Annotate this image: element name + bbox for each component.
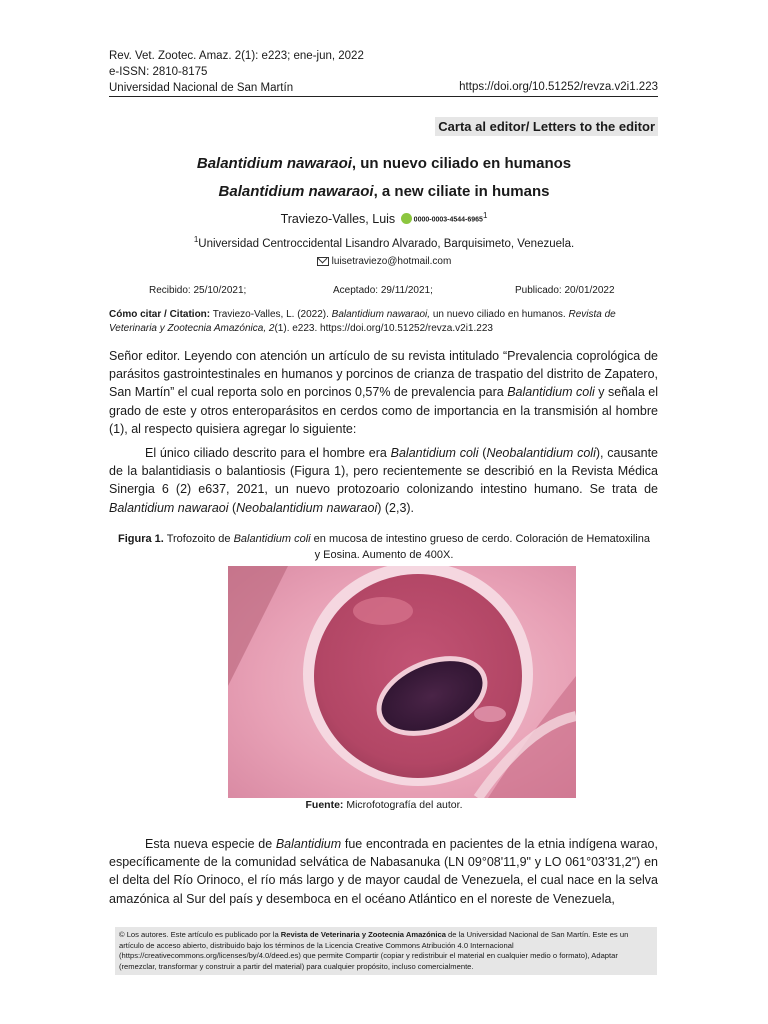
paragraph-1: [109, 347, 658, 438]
figure-label: Figura 1.: [118, 533, 164, 545]
p1-text-b: y señala el grado de este y otros enteroparásitos en cerdos como de importancia en la transmisión al hombre (1), al respecto quisiera agregar lo siguiente:: [109, 385, 658, 436]
orcid-icon[interactable]: [401, 213, 412, 224]
university-name: Universidad Nacional de San Martín: [109, 82, 294, 94]
author-line: [0, 211, 768, 226]
affiliation-text: Universidad Centroccidental Lisandro Alvarado, Barquisimeto, Venezuela.: [198, 237, 575, 250]
citation-tail: (1). e223. https://doi.org/10.51252/revza.v2i1.223: [274, 323, 493, 334]
citation-title-italic: Balantidium nawaraoi,: [331, 309, 431, 320]
paragraph-2: [109, 444, 658, 517]
p2-text-a: El único ciliado descrito para el hombre era: [145, 446, 391, 460]
micrograph-image: [228, 566, 576, 798]
title-en-italic: Balantidium nawaraoi: [218, 183, 374, 200]
footer-text-a: © Los autores. Este artículo es publicado por la: [119, 930, 281, 939]
figure-caption-a: Trofozoito de: [163, 533, 234, 545]
p2-italic-3: Balantidium nawaraoi: [109, 500, 229, 515]
p2-italic-1: Balantidium coli: [390, 446, 479, 460]
affil-mark: 1: [482, 211, 488, 220]
p1-italic: Balantidium coli: [507, 385, 595, 400]
section-label: Carta al editor/ Letters to the editor: [435, 117, 658, 136]
p2-italic-4: Neobalantidium nawaraoi: [236, 500, 378, 515]
figure-source-label: Fuente:: [305, 799, 344, 811]
p3-italic: Balantidium: [275, 837, 342, 851]
affiliation-mark: 1: [193, 235, 199, 244]
figure-caption: [0, 532, 768, 563]
email-line: [0, 256, 768, 267]
figure-caption-italic: Balantidium coli: [233, 533, 311, 545]
p2-italic-2: Neobalantidium coli: [486, 446, 596, 460]
p1-text-a: Señor editor. Leyendo con atención un artículo de su revista intitulado “Prevalencia coprológica de parásitos gastrointestinales en humanos y porcinos de crianza de traspatio del distrito de Zapatero, San Martín” el cual reporta solo en porcinos 0,57% de prevalencia para: [109, 349, 658, 400]
p3-text-b: fue encontrada en pacientes de la etnia indígena warao, específicamente de la comunidad selvática de Nabasanuka (LN 09°08'11,9" y LO 061°03'31,2") en el delta del Río Orinoco, el río más largo y de mayor caudal de Venezuela, el cual nace en la selva amazónica al Sur del país y desemboca en el océano Atlántico en el noreste de Venezuela,: [109, 837, 658, 906]
figure-caption-b: en mucosa de intestino grueso de cerdo. Coloración de Hematoxilina y Eosina. Aumento de 400X.: [310, 533, 650, 561]
accepted-date: Aceptado: 29/11/2021;: [333, 285, 433, 296]
title-spanish: [0, 155, 768, 172]
footer-journal: Revista de Veterinaria y Zootecnia Amazónica: [280, 930, 446, 939]
envelope-icon: [317, 257, 329, 266]
received-date: Recibido: 25/10/2021;: [149, 285, 247, 296]
micrograph-illustration: [228, 566, 576, 798]
affiliation: [0, 235, 768, 250]
p2-text-c: ), causante de la balantidiasis o balantiosis (Figura 1), pero recientemente se describió en la Revista Médica Sinergia 6 (2) e637, 2021, un nuevo protozoario colonizando intestino humano. Se trata de: [109, 446, 659, 497]
title-english: [0, 183, 768, 200]
author-name: Traviezo-Valles, Luis: [280, 212, 399, 227]
email-address[interactable]: luisetraviezo@hotmail.com: [331, 256, 452, 267]
orcid-id[interactable]: 0000-0003-4544-6965: [413, 216, 483, 224]
citation-label: Cómo citar / Citation:: [109, 309, 211, 320]
citation-journal: Revista de Veterinaria y Zootecnia Amazónica, 2: [109, 309, 616, 334]
license-footer: [115, 927, 657, 975]
title-en-rest: , a new ciliate in humans: [373, 183, 550, 200]
footer-text-b: de la Universidad Nacional de San Martín. Este es un artículo de acceso abierto, distribuido bajo los términos de la Licencia Creative Commons Atribución 4.0 Internacional (https://creativecommons.org/licenses/by/4.0/deed.es) que permite Compartir (copiar y redistribuir el material en cualquier medio o formato), Adaptar (remezclar, transformar y construir a partir del material) para cualquier propósito, incluso comercialmente.: [119, 930, 629, 971]
title-es-italic: Balantidium nawaraoi: [196, 155, 352, 172]
p3-text-a: Esta nueva especie de: [145, 837, 276, 851]
paragraph-3: [109, 835, 658, 908]
p2-text-e: ) (2,3).: [377, 500, 415, 515]
citation: [109, 308, 658, 336]
citation-authors: Traviezo-Valles, L. (2022).: [210, 309, 332, 320]
citation-title-rest: un nuevo ciliado en humanos.: [430, 309, 569, 320]
figure-source-text: Microfotografía del autor.: [343, 799, 463, 811]
title-es-rest: , un nuevo ciliado en humanos: [351, 155, 572, 172]
figure-source: [0, 799, 768, 811]
issn: e-ISSN: 2810-8175: [109, 66, 208, 78]
p2-text-b: (: [478, 446, 487, 460]
doi-link[interactable]: https://doi.org/10.51252/revza.v2i1.223: [459, 81, 658, 93]
header-rule: [109, 96, 658, 97]
published-date: Publicado: 20/01/2022: [515, 285, 615, 296]
p2-text-d: (: [228, 500, 237, 515]
journal-line: Rev. Vet. Zootec. Amaz. 2(1): e223; ene-jun, 2022: [109, 50, 364, 62]
